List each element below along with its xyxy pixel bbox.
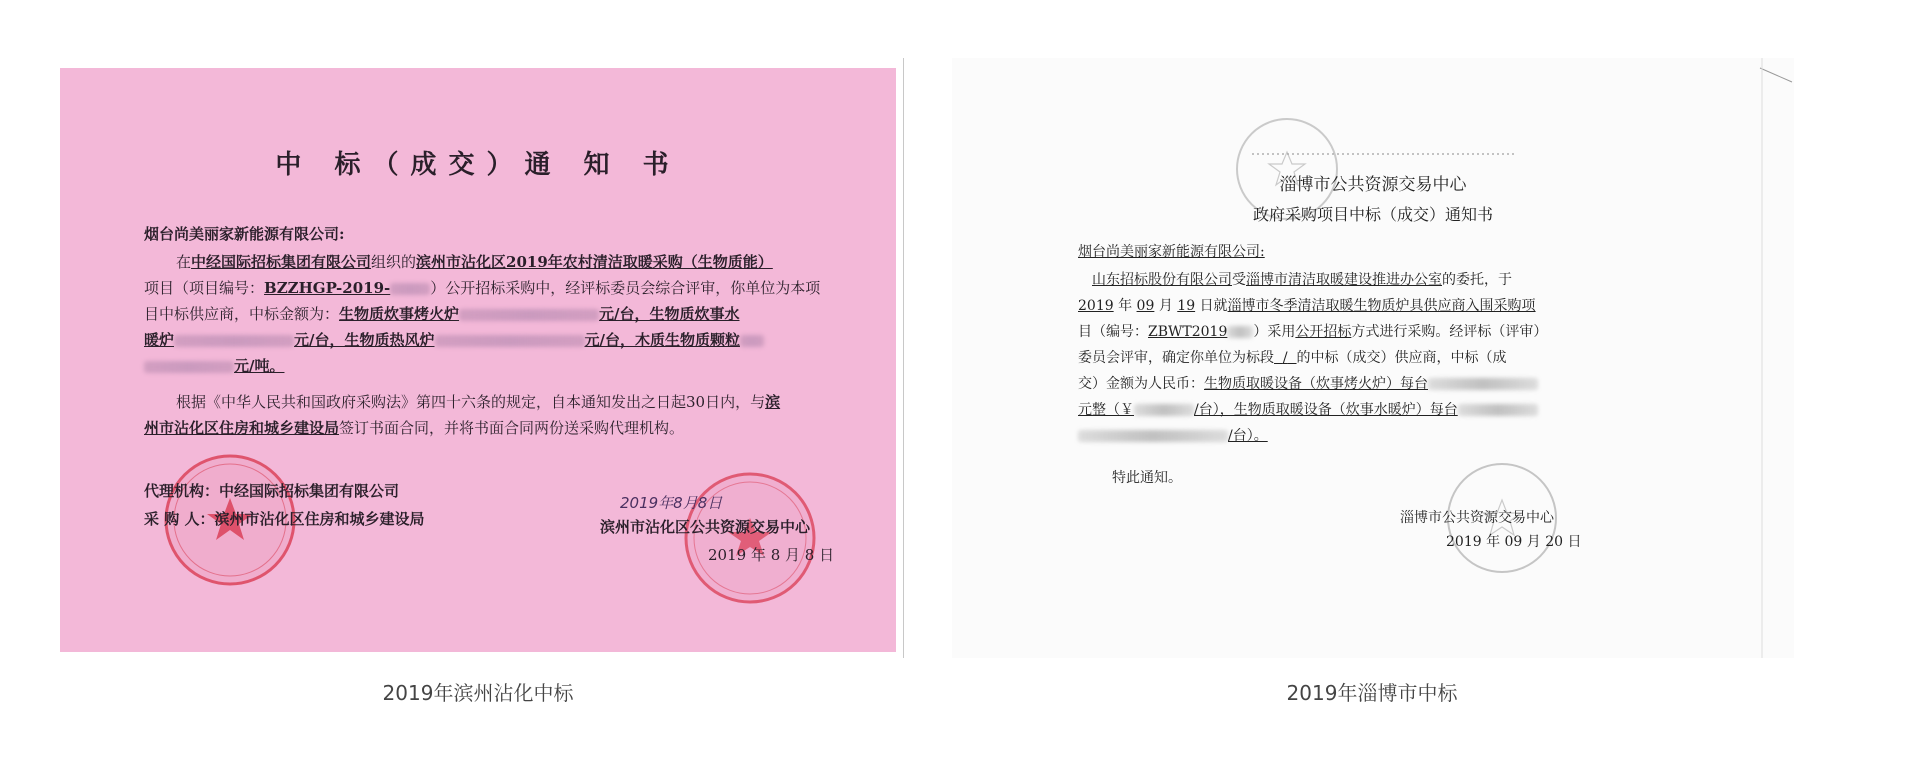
buyer-row: 采 购 人：滨州市沾化区住房和城乡建设局 [144, 510, 425, 528]
para2-line2: 州市沾化区住房和城乡建设局签订书面合同，并将书面合同两份送采购代理机构。 [144, 419, 685, 437]
issuer: 淄博市公共资源交易中心 [1400, 510, 1554, 526]
notice-title: 中 标（成交）通 知 书 [275, 150, 681, 180]
redacted-text [1134, 404, 1194, 416]
para1-line2: 项目（项目编号：BZZHGP-2019- ）公开招标采购中，经评标委员会综合评审，你单位为本项 [144, 279, 821, 297]
redacted-text [1227, 326, 1253, 338]
redacted-text [740, 335, 764, 347]
para-line6: 元整（￥ /台），生物质取暖设备（炊事水暖炉）每台 [1078, 400, 1658, 420]
agency-row: 代理机构：中经国际招标集团有限公司 [144, 482, 400, 500]
redacted-text [459, 309, 599, 321]
para2-line1: 根据《中华人民共和国政府采购法》第四十六条的规定，自本通知发出之日起30日内，与滨 [176, 393, 781, 411]
para-line3: 目（编号：ZBWT2019 ）采用公开招标方式进行采购。经评标（评审） [1078, 324, 1548, 340]
para-line5: 交）金额为人民币：生物质取暖设备（炊事烤火炉）每台 [1078, 374, 1658, 394]
para-line7: /台）。 [1078, 426, 1658, 446]
para-line2: 2019 年 09 月 19 日就淄博市冬季清洁取暖生物质炉具供应商入围采购项 [1078, 298, 1536, 314]
notice-title: 政府采购项目中标（成交）通知书 [1252, 205, 1493, 224]
issue-date: 2019 年 09 月 20 日 [1446, 534, 1582, 550]
notice-closing: 特此通知。 [1112, 470, 1182, 486]
para1-line5: 元/吨。 [144, 356, 824, 376]
redacted-text [144, 361, 234, 373]
handwritten-date: 2019年8月8日 [620, 494, 723, 512]
separator-line [903, 58, 904, 658]
para-line1: 山东招标股份有限公司受淄博市清洁取暖建设推进办公室的委托，于 [1092, 272, 1512, 288]
para1-line1: 在中经国际招标集团有限公司组织的滨州市沾化区2019年农村清洁取暖采购（生物质能） [176, 253, 773, 271]
issuer: 滨州市沾化区公共资源交易中心 [600, 518, 811, 536]
red-seal-stamp-right [680, 468, 820, 608]
notice-header: 淄博市公共资源交易中心 [1279, 175, 1467, 195]
issue-date: 2019 年 8 月 8 日 [708, 546, 835, 564]
para-line4: 委员会评审，确定你单位为标段 / 的中标（成交）供应商，中标（成 [1078, 350, 1507, 366]
recipient: 烟台尚美丽家新能源有限公司: [144, 225, 345, 243]
redacted-text [1428, 378, 1538, 390]
redacted-text [390, 283, 430, 295]
caption-left: 2019年滨州沾化中标 [382, 681, 574, 705]
redacted-text [1078, 430, 1228, 442]
para1-line3: 目中标供应商，中标金额为：生物质炊事烤火炉 元/台，生物质炊事水 [144, 305, 740, 323]
recipient: 烟台尚美丽家新能源有限公司: [1078, 244, 1265, 260]
caption-right: 2019年淄博市中标 [1286, 681, 1458, 705]
para1-line4: 暖炉 元/台，生物质热风炉 元/台，木质生物质颗粒 [144, 330, 824, 350]
redacted-text [435, 335, 585, 347]
bid-notice-binzhou [60, 68, 896, 652]
redacted-text [174, 335, 294, 347]
redacted-text [1458, 404, 1538, 416]
bid-notice-zibo [952, 58, 1794, 658]
